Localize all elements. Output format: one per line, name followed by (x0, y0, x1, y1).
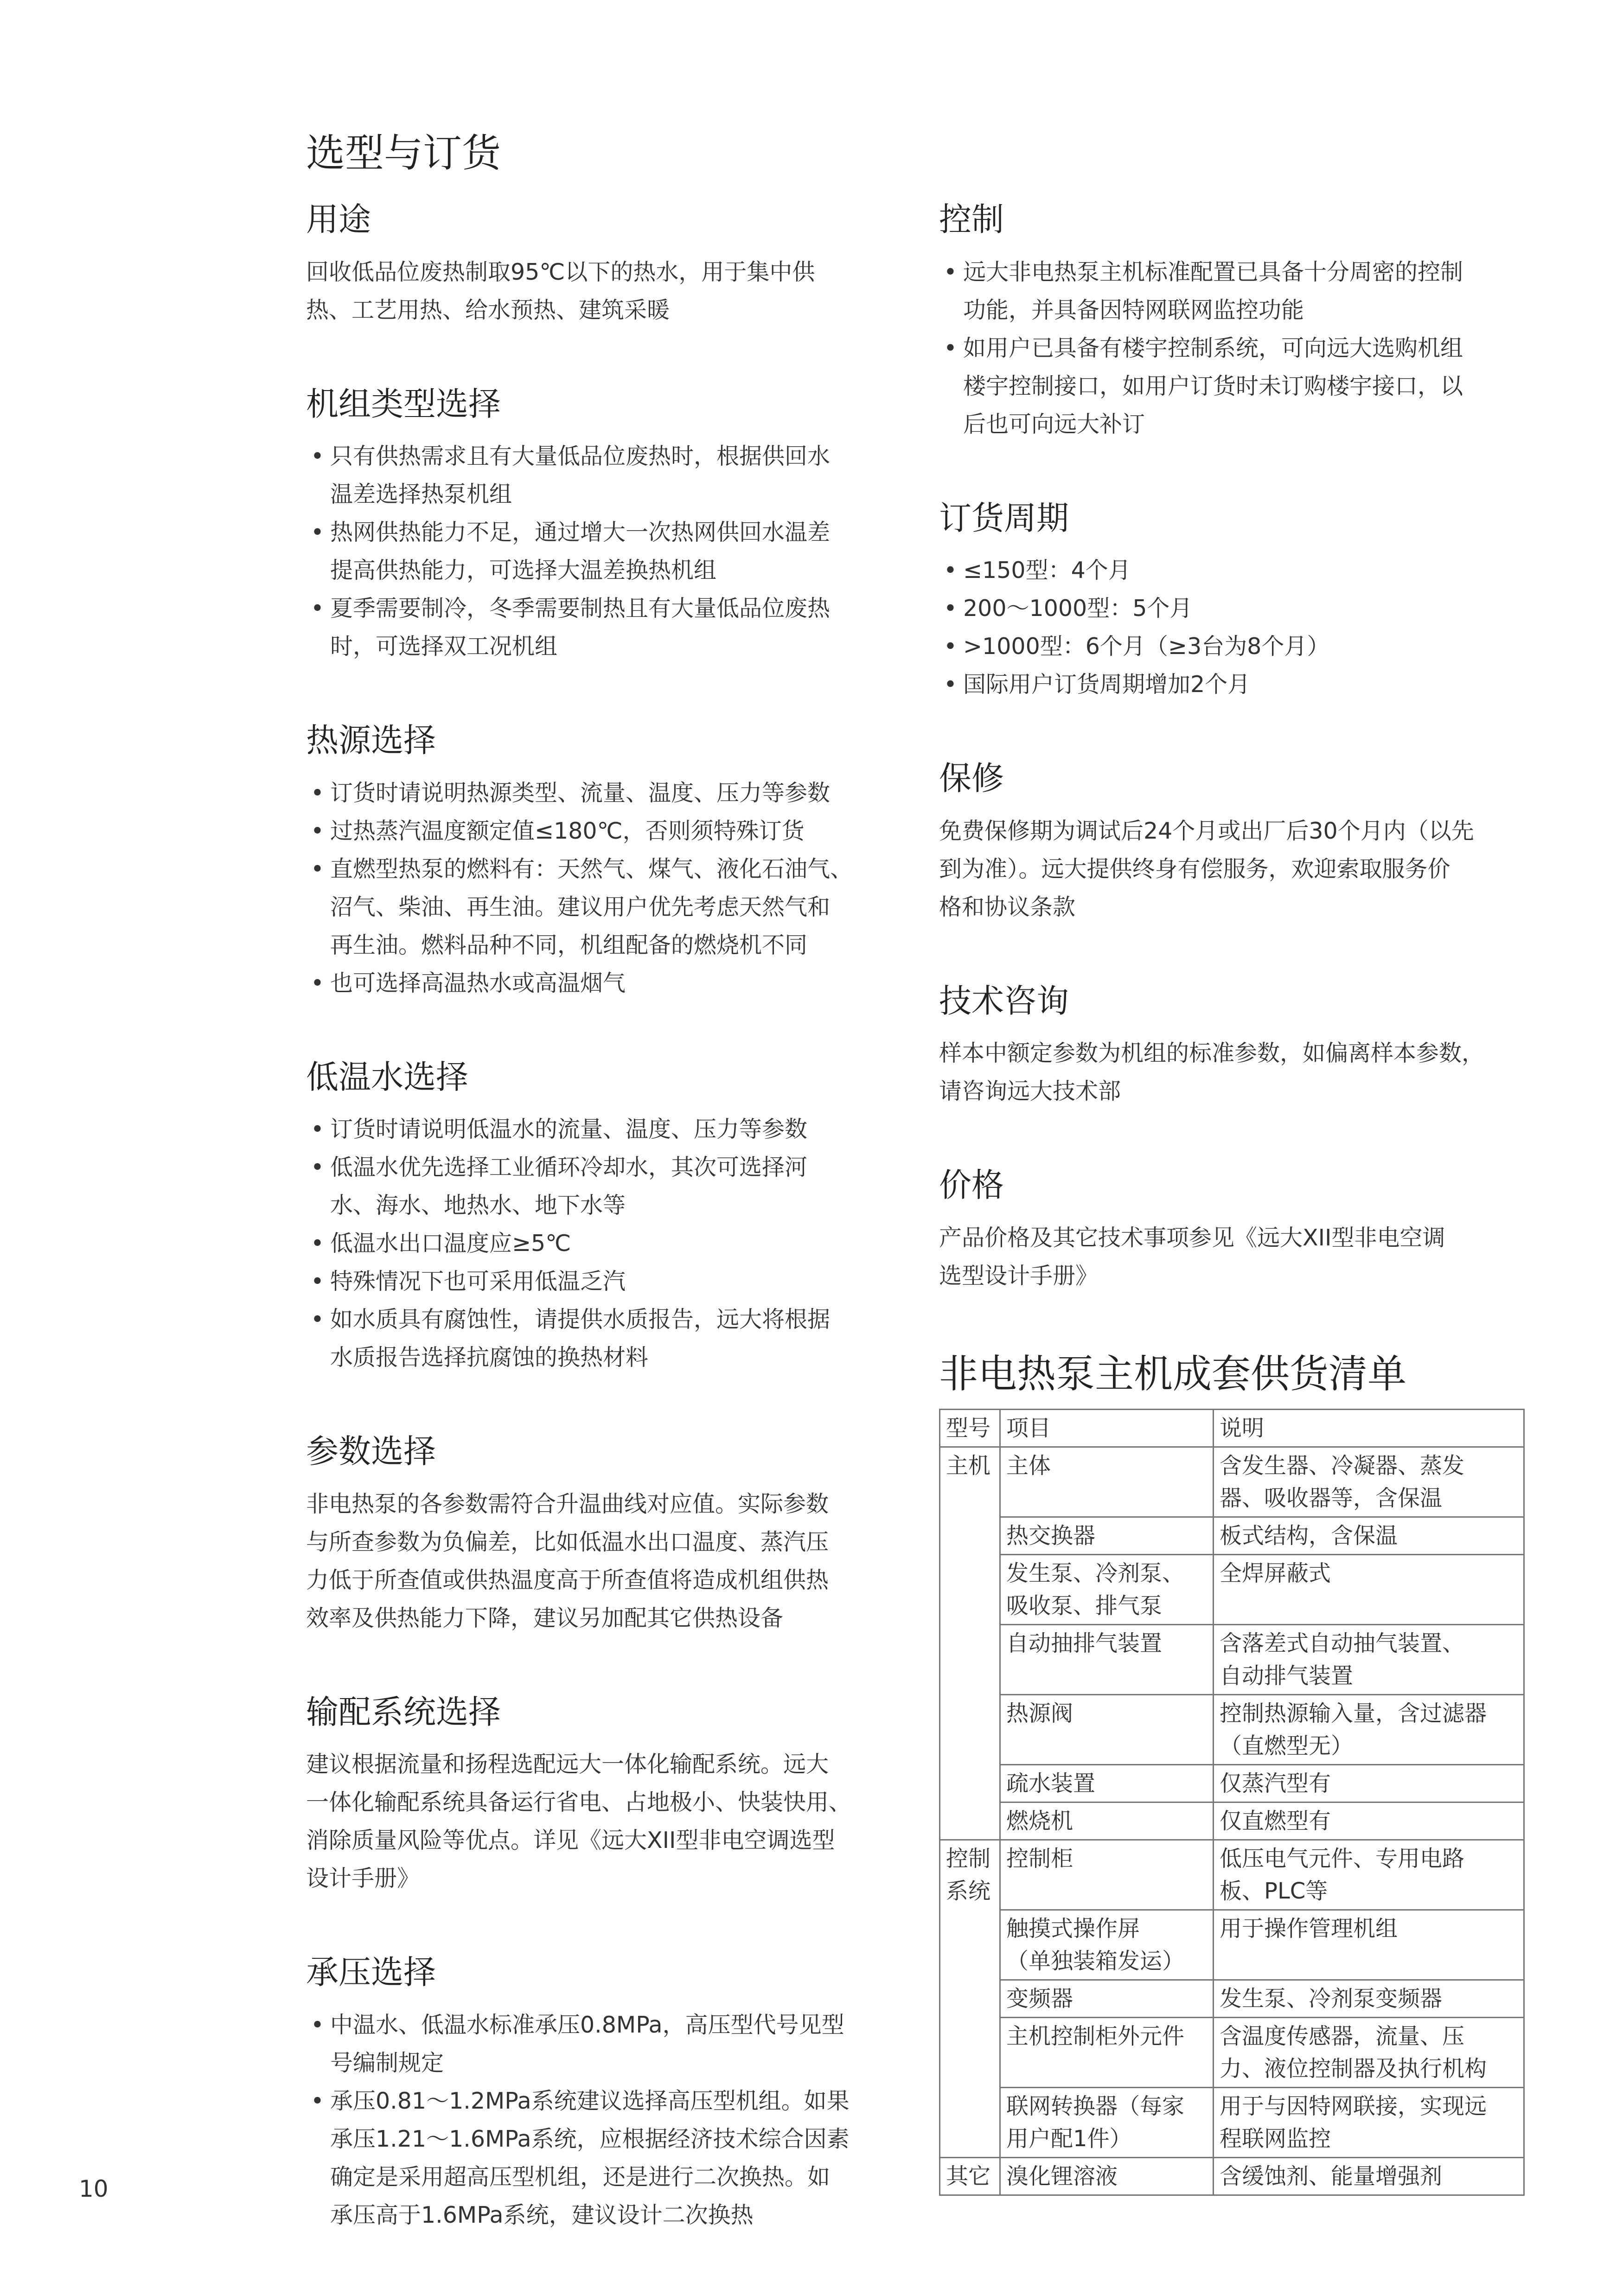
text-line: 热网供热能力不足，通过增大一次热网供回水温差 (330, 519, 831, 545)
description-cell (1214, 1624, 1524, 1694)
table-row (940, 2157, 1524, 2195)
bullet-list (306, 437, 904, 666)
section-title: 订货周期 (939, 499, 1069, 537)
list-item (939, 552, 1523, 590)
page-number: 10 (79, 2175, 109, 2202)
description-cell (1214, 1910, 1524, 1980)
text-line: 含温度传感器，流量、压 (1220, 2023, 1465, 2049)
table-row (940, 1764, 1524, 1802)
text-line: >1000型：6个月（≥3台为8个月） (963, 633, 1330, 660)
text-line: 用户配1件） (1006, 2125, 1132, 2152)
list-item (306, 1263, 904, 1301)
text-line: 发生泵、冷剂泵变频器 (1220, 1985, 1443, 2012)
description-cell (1214, 1802, 1524, 1840)
text-line: 用于操作管理机组 (1220, 1915, 1398, 1942)
description-cell (1214, 1840, 1524, 1910)
bullet-list (306, 774, 904, 1002)
section-title: 控制 (939, 200, 1004, 238)
description-cell (1214, 2087, 1524, 2157)
list-item (939, 666, 1523, 704)
item-cell (1000, 1694, 1214, 1764)
list-item (306, 964, 904, 1002)
group-cell (940, 1624, 1000, 1694)
section-title: 价格 (939, 1166, 1004, 1204)
section-title: 热源选择 (306, 721, 436, 759)
table-row (940, 1624, 1524, 1694)
text-line: 溴化锂溶液 (1006, 2163, 1118, 2189)
text-line: 只有供热需求且有大量低品位废热时，根据供回水 (330, 443, 831, 469)
section (306, 1952, 904, 2234)
section-paragraph (306, 1745, 904, 1898)
section-paragraph (939, 1219, 1523, 1295)
text-line: 控制柜 (1006, 1845, 1073, 1872)
section-paragraph (306, 253, 904, 329)
text-line: 触摸式操作屏 (1006, 1915, 1140, 1942)
group-cell (940, 1554, 1000, 1624)
item-cell (1000, 1980, 1214, 2017)
group-cell (940, 1764, 1000, 1802)
text-line: 与所查参数为负偏差，比如低温水出口温度、蒸汽压 (306, 1528, 829, 1555)
list-item (939, 253, 1523, 329)
text-line: 回收低品位废热制取95℃以下的热水，用于集中供 (306, 258, 815, 285)
text-line: 主机控制柜外元件 (1006, 2023, 1185, 2049)
list-item (306, 437, 904, 513)
text-line: 样本中额定参数为机组的标准参数，如偏离样本参数， (939, 1040, 1485, 1066)
text-line: 再生油。燃料品种不同，机组配备的燃烧机不同 (330, 931, 808, 958)
table-row (940, 1554, 1524, 1624)
item-cell (1000, 1624, 1214, 1694)
text-line: 全焊屏蔽式 (1220, 1560, 1331, 1586)
item-cell (1000, 1764, 1214, 1802)
text-line: 器、吸收器等，含保温 (1220, 1485, 1443, 1511)
list-item (306, 850, 904, 964)
text-line: 订货时请说明低温水的流量、温度、压力等参数 (330, 1116, 808, 1142)
text-line: 热交换器 (1006, 1522, 1096, 1549)
text-line: 承压高于1.6MPa系统，建议设计二次换热 (330, 2201, 754, 2228)
text-line: 楼宇控制接口，如用户订货时未订购楼宇接口，以 (963, 372, 1463, 399)
table-row (940, 2087, 1524, 2157)
text-line: 温差选择热泵机组 (330, 481, 512, 507)
text-line: 疏水装置 (1006, 1770, 1096, 1796)
text-line: 过热蒸汽温度额定值≤180℃，否则须特殊订货 (330, 817, 805, 844)
list-item (306, 513, 904, 590)
group-cell (940, 2157, 1000, 2195)
list-item (306, 1110, 904, 1148)
page-title: 选型与订货 (306, 130, 501, 176)
text-line: 功能，并具备因特网联网监控功能 (963, 296, 1304, 323)
text-line: 发生泵、冷剂泵、 (1006, 1560, 1185, 1586)
description-cell (1214, 1554, 1524, 1624)
list-item (306, 812, 904, 850)
section-title: 技术咨询 (939, 981, 1069, 1020)
header-description: 说明 (1214, 1409, 1524, 1447)
list-item (939, 329, 1523, 443)
table-row (940, 1802, 1524, 1840)
text-line: 承压1.21～1.6MPa系统，应根据经济技术综合因素 (330, 2125, 850, 2152)
list-item (306, 2082, 904, 2234)
section (306, 1692, 904, 1898)
text-line: 时，可选择双工况机组 (330, 633, 558, 660)
description-cell (1214, 2017, 1524, 2087)
text-line: 联网转换器（每家 (1006, 2093, 1185, 2119)
group-cell (940, 1840, 1000, 1910)
text-line: （直燃型无） (1220, 1732, 1354, 1759)
text-line: 特殊情况下也可采用低温乏汽 (330, 1268, 626, 1295)
table-row (940, 1840, 1524, 1910)
text-line: 含发生器、冷凝器、蒸发 (1220, 1452, 1465, 1479)
text-line: 后也可向远大补订 (963, 410, 1145, 437)
text-line: 燃烧机 (1006, 1808, 1073, 1834)
text-line: 自动排气装置 (1220, 1662, 1354, 1689)
description-cell (1214, 1517, 1524, 1554)
text-line: 设计手册》 (306, 1865, 420, 1892)
text-line: 板式结构，含保温 (1220, 1522, 1398, 1549)
list-item (306, 1301, 904, 1377)
section-title: 参数选择 (306, 1432, 436, 1470)
right-column (939, 199, 1523, 2196)
text-line: 直燃型热泵的燃料有：天然气、煤气、液化石油气、 (330, 855, 853, 882)
list-item (939, 590, 1523, 628)
right-sections (939, 199, 1523, 1295)
section-title: 机组类型选择 (306, 385, 501, 423)
section (939, 1165, 1523, 1295)
text-line: 效率及供热能力下降，建议另加配其它供热设备 (306, 1604, 784, 1631)
section (306, 1431, 904, 1637)
item-cell (1000, 1802, 1214, 1840)
item-cell (1000, 1517, 1214, 1554)
text-line: 板、PLC等 (1220, 1878, 1328, 1904)
list-item (306, 774, 904, 812)
section (939, 498, 1523, 704)
text-line: 确定是采用超高压型机组，还是进行二次换热。如 (330, 2163, 831, 2190)
item-cell (1000, 2087, 1214, 2157)
bullet-list (306, 2006, 904, 2234)
text-line: 产品价格及其它技术事项参见《远大XII型非电空调 (939, 1224, 1445, 1251)
header-item: 项目 (1000, 1409, 1214, 1447)
section-paragraph (939, 1034, 1523, 1110)
section-title: 低温水选择 (306, 1058, 468, 1096)
text-line: 低压电气元件、专用电路 (1220, 1845, 1465, 1872)
text-line: 用于与因特网联接，实现远 (1220, 2093, 1487, 2119)
item-cell (1000, 2017, 1214, 2087)
text-line: 系统 (946, 1878, 991, 1904)
header-model: 型号 (940, 1409, 1000, 1447)
group-cell (940, 1910, 1000, 1980)
bullet-list (306, 1110, 904, 1377)
section-title: 承压选择 (306, 1953, 436, 1991)
text-line: 消除质量风险等优点。详见《远大XII型非电空调选型 (306, 1827, 835, 1853)
text-line: 仅蒸汽型有 (1220, 1770, 1331, 1796)
bullet-list (939, 552, 1523, 704)
supply-list-title: 非电热泵主机成套供货清单 (939, 1351, 1407, 1397)
text-line: 号编制规定 (330, 2049, 444, 2076)
text-line: 仅直燃型有 (1220, 1808, 1331, 1834)
text-line: 夏季需要制冷，冬季需要制热且有大量低品位废热 (330, 595, 831, 622)
text-line: 热源阀 (1006, 1700, 1073, 1726)
item-cell (1000, 2157, 1214, 2195)
section-title: 输配系统选择 (306, 1693, 501, 1731)
group-cell (940, 1694, 1000, 1764)
table-row (940, 1694, 1524, 1764)
section (939, 981, 1523, 1111)
text-line: 也可选择高温热水或高温烟气 (330, 969, 626, 996)
text-line: 建议根据流量和扬程选配远大一体化输配系统。远大 (306, 1751, 829, 1777)
text-line: 选型设计手册》 (939, 1262, 1099, 1289)
text-line: 吸收泵、排气泵 (1006, 1592, 1163, 1619)
left-column (306, 199, 904, 2289)
description-cell (1214, 2157, 1524, 2195)
text-line: 自动抽排气装置 (1006, 1630, 1163, 1656)
text-line: 水质报告选择抗腐蚀的换热材料 (330, 1344, 649, 1371)
text-line: 订货时请说明热源类型、流量、温度、压力等参数 (330, 779, 831, 806)
text-line: 控制 (946, 1845, 991, 1872)
text-line: 主体 (1006, 1452, 1051, 1479)
text-line: 含落差式自动抽气装置、 (1220, 1630, 1465, 1656)
text-line: 含缓蚀剂、能量增强剂 (1220, 2163, 1443, 2189)
text-line: 低温水优先选择工业循环冷却水，其次可选择河 (330, 1154, 808, 1180)
text-line: 请咨询远大技术部 (939, 1078, 1121, 1104)
text-line: 力低于所查值或供热温度高于所查值将造成机组供热 (306, 1566, 829, 1593)
table-row (940, 1980, 1524, 2017)
list-item (306, 590, 904, 666)
section (939, 758, 1523, 926)
item-cell (1000, 1554, 1214, 1624)
group-cell (940, 1517, 1000, 1554)
section (306, 199, 904, 329)
text-line: 沼气、柴油、再生油。建议用户优先考虑天然气和 (330, 893, 831, 920)
section-title: 用途 (306, 200, 371, 238)
text-line: 热、工艺用热、给水预热、建筑采暖 (306, 296, 670, 323)
group-cell (940, 2017, 1000, 2087)
supply-table (939, 1409, 1525, 2196)
list-item (306, 2006, 904, 2082)
supply-list (939, 1350, 1523, 2196)
table-row (940, 1517, 1524, 1554)
section-title: 保修 (939, 759, 1004, 797)
text-line: 变频器 (1006, 1985, 1073, 2012)
text-line: （单独装箱发运） (1006, 1948, 1185, 1974)
item-cell (1000, 1910, 1214, 1980)
text-line: 控制热源输入量，含过滤器 (1220, 1700, 1487, 1726)
text-line: 国际用户订货周期增加2个月 (963, 671, 1251, 698)
list-item (939, 628, 1523, 666)
text-line: 承压0.81～1.2MPa系统建议选择高压型机组。如果 (330, 2087, 850, 2114)
table-header-row (940, 1409, 1524, 1447)
text-line: 低温水出口温度应≥5℃ (330, 1230, 571, 1257)
table-row (940, 1447, 1524, 1517)
text-line: 程联网监控 (1220, 2125, 1331, 2152)
section (306, 1057, 904, 1377)
section-paragraph (939, 812, 1523, 926)
section (306, 720, 904, 1002)
group-cell (940, 1447, 1000, 1517)
table-row (940, 2017, 1524, 2087)
section-paragraph (306, 1485, 904, 1637)
text-line: ≤150型：4个月 (963, 557, 1131, 584)
text-line: 水、海水、地热水、地下水等 (330, 1192, 626, 1219)
section (939, 199, 1523, 443)
group-cell (940, 1802, 1000, 1840)
text-line: 免费保修期为调试后24个月或出厂后30个月内（以先 (939, 817, 1474, 844)
text-line: 到为准）。远大提供终身有偿服务，欢迎索取服务价 (939, 855, 1450, 882)
text-line: 提高供热能力，可选择大温差换热机组 (330, 557, 717, 584)
text-line: 其它 (946, 2163, 991, 2189)
bullet-list (939, 253, 1523, 443)
description-cell (1214, 1980, 1524, 2017)
item-cell (1000, 1447, 1214, 1517)
text-line: 如用户已具备有楼宇控制系统，可向远大选购机组 (963, 334, 1463, 361)
table-row (940, 1910, 1524, 1980)
section (306, 384, 904, 666)
text-line: 主机 (946, 1452, 991, 1479)
description-cell (1214, 1694, 1524, 1764)
text-line: 格和协议条款 (939, 893, 1076, 920)
text-line: 如水质具有腐蚀性，请提供水质报告，远大将根据 (330, 1306, 831, 1333)
text-line: 中温水、低温水标准承压0.8MPa，高压型代号见型 (330, 2011, 844, 2038)
item-cell (1000, 1840, 1214, 1910)
text-line: 远大非电热泵主机标准配置已具备十分周密的控制 (963, 258, 1463, 285)
list-item (306, 1148, 904, 1225)
description-cell (1214, 1447, 1524, 1517)
group-cell (940, 2087, 1000, 2157)
list-item (306, 1225, 904, 1263)
text-line: 一体化输配系统具备运行省电、占地极小、快装快用、 (306, 1789, 852, 1815)
text-line: 200～1000型：5个月 (963, 595, 1193, 622)
text-line: 非电热泵的各参数需符合升温曲线对应值。实际参数 (306, 1490, 829, 1517)
group-cell (940, 1980, 1000, 2017)
text-line: 力、液位控制器及执行机构 (1220, 2055, 1487, 2082)
description-cell (1214, 1764, 1524, 1802)
